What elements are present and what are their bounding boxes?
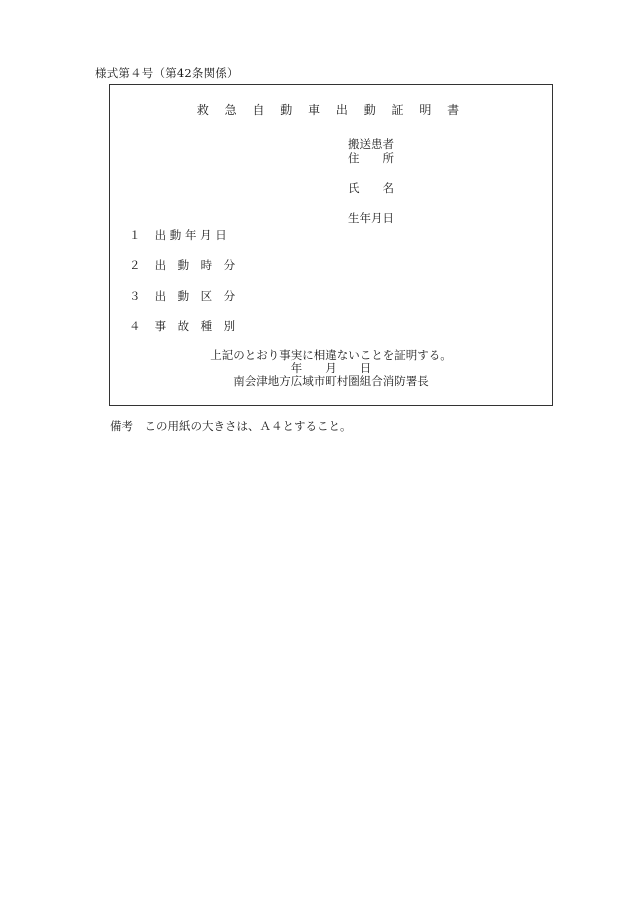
item-label: 事 故 種 別	[154, 319, 236, 333]
document-title: 救 急 自 動 車 出 動 証 明 書	[196, 103, 466, 117]
item-number: １	[129, 228, 141, 242]
patient-heading: 搬送患者	[348, 137, 394, 151]
item-number: ３	[129, 289, 141, 303]
item-number: ４	[129, 319, 141, 333]
patient-address-label: 住 所	[348, 151, 394, 165]
item-label: 出 動 時 分	[154, 258, 236, 272]
remarks-note: 備考 この用紙の大きさは、Ａ４とすること。	[110, 419, 352, 433]
item-number: ２	[129, 258, 141, 272]
item-dispatch-date	[129, 227, 227, 243]
patient-info-block	[348, 137, 394, 225]
item-label: 出 動 区 分	[154, 289, 236, 303]
item-dispatch-time	[129, 257, 235, 273]
patient-dob-label: 生年月日	[348, 211, 394, 225]
item-dispatch-category	[129, 288, 235, 304]
form-number: 様式第４号（第42条関係）	[95, 66, 239, 80]
item-label: 出 動 年 月 日	[154, 228, 227, 242]
certification-statement: 上記のとおり事実に相違ないことを証明する。	[210, 348, 452, 362]
patient-name-label: 氏 名	[348, 181, 394, 195]
certificate-frame	[109, 84, 553, 406]
item-accident-type	[129, 318, 235, 334]
certification-block	[110, 349, 552, 388]
certification-date: 年 月 日	[290, 361, 372, 375]
certification-issuer: 南会津地方広域市町村圏組合消防署長	[233, 374, 429, 388]
